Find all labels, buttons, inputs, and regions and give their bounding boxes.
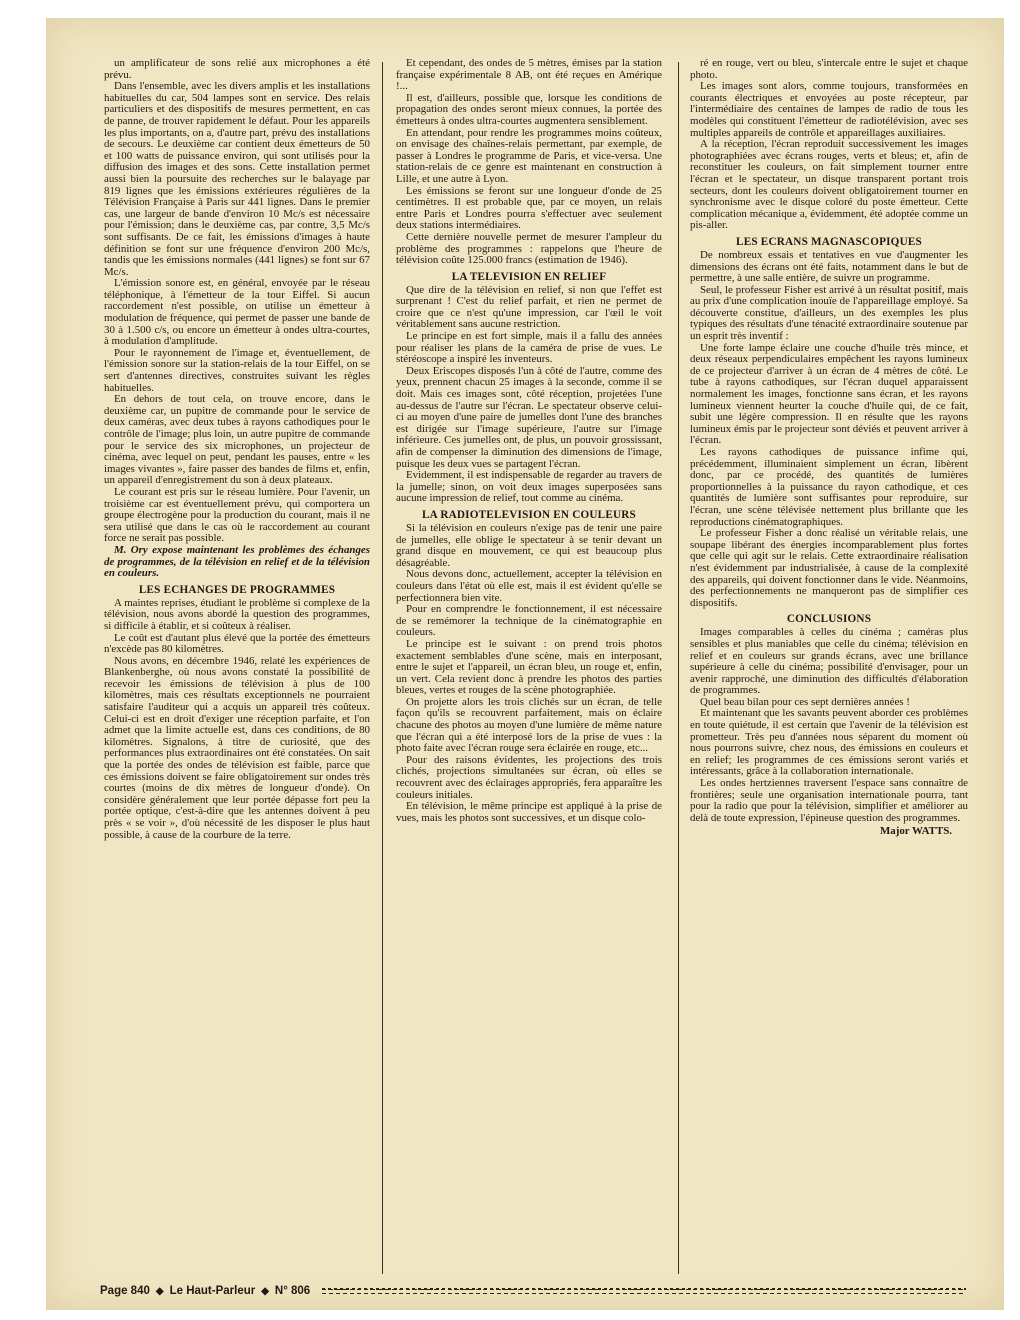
paragraph: Nous devons donc, actuellement, accepter la télévision en couleurs dans l'état où elle est, mais il est évident qu'elle se perfectionnera bien vite.	[396, 568, 662, 604]
paragraph: Le principe en est fort simple, mais il a fallu des années pour réaliser les plans de la caméra de prise de vues. Le stéréoscope a inspiré les inventeurs.	[396, 330, 662, 366]
paragraph: Cette dernière nouvelle permet de mesurer l'ampleur du problème des programmes : rappelons que l'heure de télévision coûte 125.000 francs (estimation de 1946).	[396, 230, 662, 267]
paragraph: Les images sont alors, comme toujours, transformées en courants électriques et envoyées au poste récepteur, par l'intermédiaire des centaines de lampes de radio de tous les modèles qui constituent l'émetteur de radiotélévision, avec ses multiples appareils de contrôle et appareillages auxiliaires.	[690, 80, 968, 139]
page-footer	[100, 1282, 966, 1300]
paragraph: Les ondes hertziennes traversent l'espace sans connaître de frontières; seule une organisation internationale pourra, tant pour la radio que pour la télévision, simplifier et améliorer au delà de toute expression, l'épineuse question des programmes.	[690, 777, 968, 824]
paragraph: Quel beau bilan pour ces sept dernières années !	[700, 695, 910, 708]
magazine-name: Le Haut-Parleur	[169, 1285, 256, 1297]
lead-paragraph: M. Ory expose maintenant les problèmes des échanges de programmes, de la télévision en relief et de la télévision en couleurs.	[104, 543, 370, 580]
paragraph: A la réception, l'écran reproduit successivement les images photographiées avec écrans rouges, verts et bleus; et, afin de reconstituer les couleurs, on fait simplement tourner entre l'écran et le spectateur, un disque transparent portant trois secteurs, dont les couleurs doivent obligatoirement tourner en synchronisme avec le disque coloré du poste émetteur. Cette complication mécanique a, évidemment, été adoptée comme un pis-aller.	[690, 138, 968, 232]
paragraph: En dehors de tout cela, on trouve encore, dans le deuxième car, un pupitre de commande pour le service de deux caméras, avec deux tubes à rayons cathodiques pour le contrôle de l'image; plus loin, un autre pupitre de commande pour le service des six microphones, un projecteur de cinéma, avec lequel on peut, pendant les pauses, entre « les images vivantes », faire passer des bandes de films et, enfin, un appareil d'enregistrement du son à deux plateaux.	[104, 393, 370, 487]
column-divider	[382, 62, 383, 1274]
section-heading: LA RADIOTELEVISION EN COULEURS	[422, 508, 636, 521]
issue-number: N° 806	[274, 1285, 311, 1297]
section-heading: LES ECRANS MAGNASCOPIQUES	[736, 235, 922, 248]
column-divider	[678, 62, 679, 1274]
decorative-wave-rule	[322, 1285, 966, 1297]
paragraph: Et maintenant que les savants peuvent aborder ces problèmes en toute quiétude, il est certain que l'avenir de la télévision est prometteur. Très peu d'années nous séparent du moment où nous pourrons suivre, chez nous, des émissions en couleurs et en relief; les programmes de ces émissions seront variés et intéressants, grâce à la collaboration internationale.	[690, 707, 968, 778]
paragraph: ré en rouge, vert ou bleu, s'intercale entre le sujet et chaque photo.	[690, 58, 968, 81]
paragraph: L'émission sonore est, en général, envoyée par le réseau téléphonique, à l'émetteur de la tour Eiffel. Si aucun raccordement n'est possible, on utilise un émetteur à modulation de fréquence, qui permet de passer une bande de 30 à 1.500 c/s, ou encore un émetteur à ondes ultra-courtes, à modulation d'amplitude.	[104, 277, 370, 348]
article-column-2	[396, 58, 662, 1314]
section-heading: LES ECHANGES DE PROGRAMMES	[138, 583, 336, 596]
article-column-1	[104, 58, 370, 1314]
paragraph: En attendant, pour rendre les programmes moins coûteux, on envisage des chaînes-relais permettant, par exemple, de passer à Londres le programme de Paris, et vice-versa. Une station-relais de ce genre est maintenant en construction à Lille, et une autre à Lyon.	[396, 126, 662, 185]
paragraph: Pour des raisons évidentes, les projections des trois clichés, projections simultanées sur écran, où elles se recouvrent avec des éclairages appropriés, fera apparaître les couleurs initiales.	[396, 753, 662, 801]
diamond-separator-icon: ◆	[155, 1285, 164, 1297]
paragraph: Le professeur Fisher a donc réalisé un véritable relais, une soupape libérant des énergies incomparablement plus fortes que celle qui agit sur le relais. Cette extraordinaire réalisation n'est évidemment par industrialisée, à cause de la complexité des appareils, qui doivent fonctionner dans le vide. Néanmoins, des perfectionnements ne manqueront pas de simplifier ces dispositifs.	[690, 527, 968, 609]
paragraph: Nous avons, en décembre 1946, relaté les expériences de Blankenberghe, où nous avons constaté la possibilité de recevoir les émissions de télévision à plus de 100 kilomètres, mais ces résultats exceptionnels ne pourraient satisfaire l'auditeur qui a acquis un appareil très coûteux. Celui-ci est en droit d'exiger une réception parfaite, et l'on admet que la limite actuelle est, dans ces conditions, de 80 kilomètres. Signalons, à titre de curiosité, que des performances plus extraordinaires ont été constatées. On sait que la portée des ondes de télévision est faible, parce que ces émissions doivent se faire obligatoirement sur ondes très courtes (moins de dix mètres de longueur d'onde). On considère généralement que leur portée dépasse fort peu la portée optique, c'est-à-dire que les antennes doivent à peu près « se voir », d'où nécessité de les disposer le plus haut possible, à cause de la courbure de la terre.	[104, 654, 370, 841]
article-column-3	[690, 58, 968, 1318]
paragraph: Il est, d'ailleurs, possible que, lorsque les conditions de propagation des ondes seront mieux connues, la portée des émetteurs à ondes ultra-courtes augmentera sensiblement.	[396, 91, 662, 127]
diamond-separator-icon: ◆	[261, 1285, 269, 1297]
paragraph: On projette alors les trois clichés sur un écran, de telle façon qu'ils se recouvrent parfaitement, mais on éclaire chacune des photos au moyen d'une lumière de même nature que l'écran qui a été interposé lors de la prise de vues : la photo faite avec l'écran rouge sera éclairée en rouge, etc...	[396, 695, 662, 755]
paragraph: Seul, le professeur Fisher est arrivé à un résultat positif, mais au prix d'une complication inouïe de l'appareillage employé. Sa découverte constitue, d'ailleurs, un des exemples les plus typiques des résultats d'une ténacité extraordinaire soutenue par un esprit très inventif :	[690, 283, 968, 343]
paragraph: Dans l'ensemble, avec les divers amplis et les installations habituelles du car, 504 lampes sont en service. Des relais particuliers et des dispositifs de mesures permettent, en cas de panne, de trouver rapidement le défaut. Pour les appareils les plus importants, on a, d'autre part, prévu des installations de secours. Le deuxième car contient deux émetteurs de 50 et 100 watts de puissance environ, qui sont utilisés pour la diffusion des images et des sons. Cette installation permet aussi bien la poursuite des recherches sur le balayage par 819 lignes que les émissions extérieures régulières de la Télévision Française à Paris sur 441 lignes. Dans le premier cas, une largeur de bande d'environ 10 Mc/s est nécessaire pour l'émission; dans le deuxième cas, par contre, 3,5 Mc/s sont suffisants. De ce fait, les émissions d'images à haute définition se font sur une fréquence d'environ 200 Mc/s, tandis que les émissions normales (441 lignes) se font sur 67 Mc/s.	[104, 80, 370, 278]
page-number: Page 840	[100, 1285, 150, 1297]
paragraph: Le principe est le suivant : on prend trois photos exactement semblables d'une scène, mais en interposant, entre le sujet et l'appareil, un écran bleu, un rouge et, enfin, un vert. Cela revient donc à prendre les photos des parties bleues, vertes et rouges de la scène photographiée.	[396, 637, 662, 697]
paragraph: Images comparables à celles du cinéma ; caméras plus sensibles et plus maniables que celle du cinéma; télévision en relief et en couleurs sur grands écrans, avec une brillance supérieure à celle du cinéma; possibilité d'envisager, pour un avenir rapproché, une diminution des difficultés d'élaboration de programmes.	[690, 626, 968, 697]
paragraph: Le coût est d'autant plus élevé que la portée des émetteurs n'excède pas 80 kilomètres.	[104, 631, 370, 656]
paragraph: Une forte lampe éclaire une couche d'huile très mince, et deux réseaux perpendiculaires empêchent les rayons lumineux de ce projecteur d'arriver à un écran de 4 mètres de côté. Le tube à rayons cathodiques, sur l'écran duquel apparaissent normalement les images, fonctionne sans écran, et les rayons lumineux viennent heurter la couche d'huile qui, de ce fait, subit une légère compression. Il en résulte que les rayons lumineux émis par le projecteur sont déviés et peuvent arriver à l'écran.	[690, 341, 968, 447]
paragraph: un amplificateur de sons relié aux microphones a été prévu.	[104, 58, 370, 81]
paragraph: En télévision, le même principe est appliqué à la prise de vues, mais les photos sont successives, et un disque colo-	[396, 800, 662, 824]
paragraph: Evidemment, il est indispensable de regarder au travers de la jumelle; sinon, on voit deux images superposées sans aucune impression de relief, tout comme au cinéma.	[396, 469, 662, 505]
author-signature: Major WATTS.	[879, 825, 952, 838]
section-heading: CONCLUSIONS	[786, 613, 872, 626]
section-heading: LA TELEVISION EN RELIEF	[451, 270, 607, 283]
paragraph: Les émissions se feront sur une longueur d'onde de 25 centimètres. Il est probable que, par ce moyen, un relais entre Paris et Londres pourra s'effectuer avec seulement deux stations intermédiaires.	[396, 184, 662, 232]
paragraph: Que dire de la télévision en relief, si non que l'effet est surprenant ! C'est du relief parfait, et rien ne permet de croire que ce n'est qu'une impression, car l'œil le voit véritablement sans aucune restriction.	[396, 283, 662, 331]
paragraph: Pour en comprendre le fonctionnement, il est nécessaire de se remémorer la technique de la cinématographie en couleurs.	[396, 603, 662, 639]
paragraph: Deux Eriscopes disposés l'un à côté de l'autre, comme des yeux, prennent chacun 25 images à la seconde, comme il se doit. Mais ces images sont, côté réception, projetées l'une au-dessus de l'autre sur l'écran. Le spectateur observe celui-ci au moyen d'une paire de jumelles dont l'une des branches est dirigée sur l'image supérieure, l'autre sur l'image inférieure. Ces jumelles ont, de plus, un pouvoir grossissant, afin de compenser la diminution des dimensions de l'image, puisque les deux vues se partagent l'écran.	[396, 364, 662, 470]
paragraph: Et cependant, des ondes de 5 mètres, émises par la station française expérimentale 8 AB, ont été reçues en Amérique !...	[396, 58, 662, 93]
paragraph: A maintes reprises, étudiant le problème si complexe de la télévision, nous avons abordé la question des programmes, si difficile à établir, et si coûteux à réaliser.	[104, 596, 370, 632]
paragraph: Le courant est pris sur le réseau lumière. Pour l'avenir, un troisième car est éventuellement prévu, qui comportera un groupe électrogène pour la production du courant, mais il ne sera utilisé que dans le cas où le raccordement au courant force ne serait pas possible.	[104, 485, 370, 545]
paragraph: Pour le rayonnement de l'image et, éventuellement, de l'émission sonore sur la station-relais de la tour Eiffel, on se sert d'antennes directives, construites suivant les règles habituelles.	[104, 346, 370, 394]
paragraph: Si la télévision en couleurs n'exige pas de tenir une paire de jumelles, elle oblige le spectateur à se tenir devant un grand disque en mouvement, ce qui est beaucoup plus désagréable.	[396, 521, 662, 569]
paragraph: Les rayons cathodiques de puissance infime qui, précédemment, illuminaient simplement un écran, libèrent donc, par ce procédé, des quantités de lumières proportionnelles à la puissance du rayon cathodique, et ces quantités de lumière sont suffisantes pour reproduire, sur l'écran, une scène télévisée nettement plus brillante que les reproductions cinématographiques.	[690, 446, 968, 528]
paragraph: De nombreux essais et tentatives en vue d'augmenter les dimensions des écrans ont été faits, notamment dans le but de permettre, à une salle entière, de suivre un programme.	[690, 248, 968, 285]
